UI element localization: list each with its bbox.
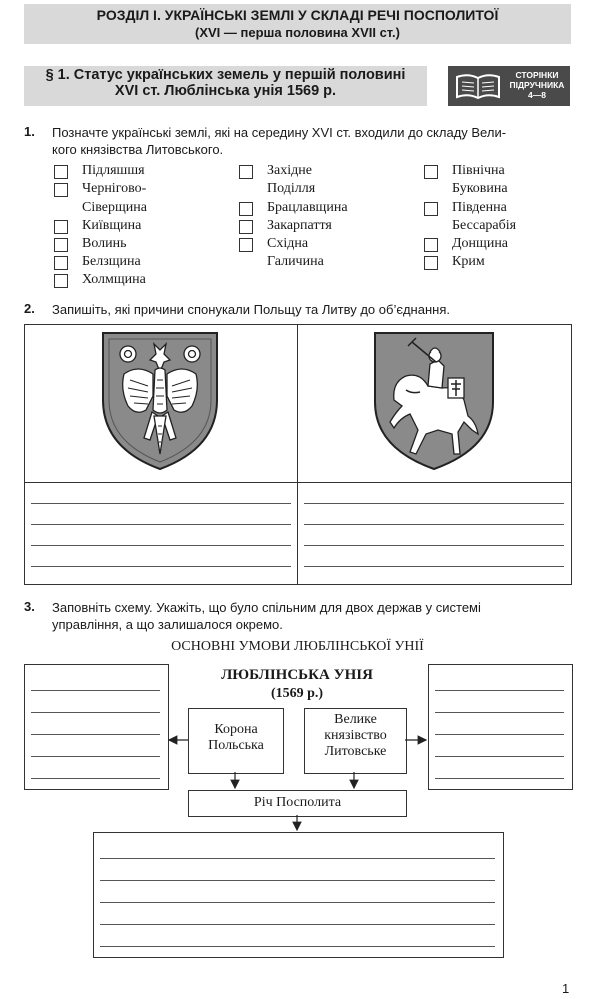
- option-label: Східна: [267, 236, 309, 251]
- task1-text-line1: Позначте українські землі, які на середину XVI ст. входили до складу Вели-: [52, 125, 507, 140]
- option-label: Київщина: [82, 218, 142, 233]
- chapter-period: (XVI — перша половина XVII ст.): [195, 25, 400, 40]
- lithuania-label-line2: князівство: [324, 728, 387, 743]
- option-label: Донщина: [452, 236, 509, 251]
- option-label: Белзщина: [82, 254, 141, 269]
- option-label: Брацлавщина: [267, 200, 348, 215]
- chapter-title: РОЗДІЛ І. УКРАЇНСЬКІ ЗЕМЛІ У СКЛАДІ РЕЧІ ПОСПОЛИТОЇ: [96, 7, 499, 23]
- task3-number: 3.: [24, 599, 35, 614]
- badge-label-2: ПІДРУЧНИКА: [509, 80, 565, 90]
- option-label: Бессарабія: [452, 218, 517, 233]
- task3-text-line1: Заповніть схему. Укажіть, що було спільним для двох держав у системі: [52, 600, 481, 615]
- option-label: Галичина: [267, 254, 324, 269]
- option-label: Поділля: [267, 181, 316, 196]
- section-title-line2: XVI ст. Люблінська унія 1569 р.: [114, 83, 337, 99]
- option-label: Чернігово-: [82, 181, 147, 196]
- task2-question: Запишіть, які причини спонукали Польщу та Литву до об’єднання.: [52, 302, 450, 317]
- badge-label-1: СТОРІНКИ: [515, 70, 559, 80]
- option-label: Підляшшя: [82, 163, 145, 178]
- task1-number: 1.: [24, 124, 35, 139]
- option-label: Західне: [267, 163, 312, 178]
- option-label: Сіверщина: [82, 200, 147, 215]
- badge-pages: 4—8: [528, 90, 546, 100]
- lithuania-label-line1: Велике: [334, 712, 377, 727]
- option-label: Закарпаття: [267, 218, 332, 233]
- poland-label-line2: Польська: [208, 738, 264, 753]
- lithuania-label-line3: Литовське: [324, 744, 387, 759]
- page-number: 1: [562, 981, 570, 996]
- section-title-line1: § 1. Статус українських земель у першій половині: [45, 67, 406, 83]
- option-label: Волинь: [82, 236, 127, 251]
- union-title: ЛЮБЛІНСЬКА УНІЯ: [221, 667, 373, 683]
- diagram-title: ОСНОВНІ УМОВИ ЛЮБЛІНСЬКОЇ УНІЇ: [171, 639, 424, 654]
- commonwealth-label: Річ Посполита: [253, 795, 342, 810]
- task3-text-line2: управління, а що залишалося окремо.: [52, 617, 283, 632]
- task1-text-line2: кого князівства Литовського.: [52, 142, 224, 157]
- union-year: (1569 р.): [270, 686, 324, 701]
- poland-label-line1: Корона: [214, 722, 258, 737]
- option-label: Холмщина: [82, 272, 146, 287]
- option-label: Північна: [452, 163, 505, 178]
- option-label: Крим: [452, 254, 485, 269]
- option-label: Буковина: [452, 181, 508, 196]
- option-label: Південна: [452, 200, 507, 215]
- task2-number: 2.: [24, 301, 35, 316]
